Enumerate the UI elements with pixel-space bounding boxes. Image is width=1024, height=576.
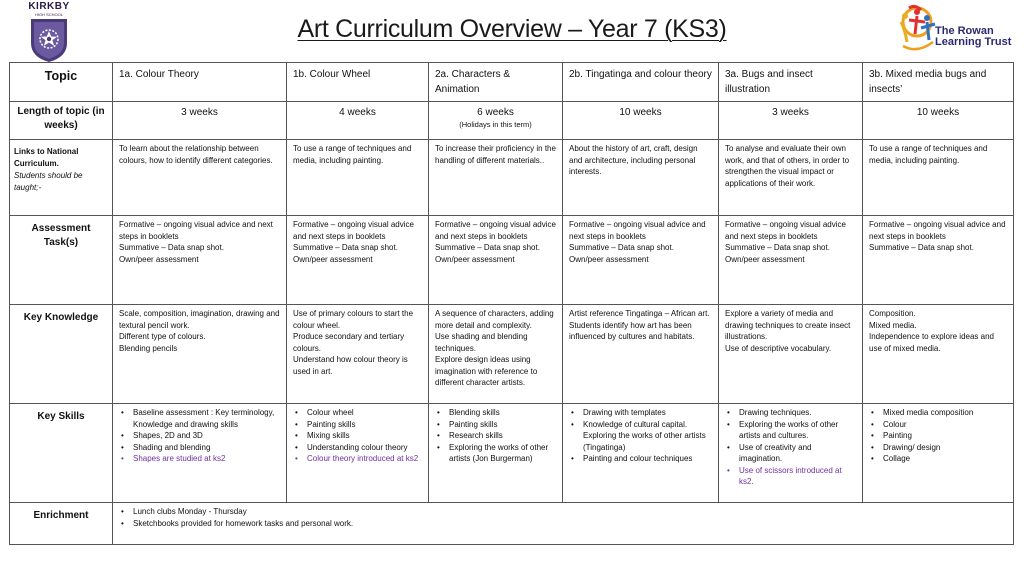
- weeks-cell: [429, 102, 563, 140]
- assessment-cell: Formative – ongoing visual advice and next steps in booklets Summative – Data snap shot. Own/peer assessment: [287, 216, 429, 305]
- weeks-cell: [719, 102, 863, 140]
- national-curriculum-cell: To use a range of techniques and media, including painting.: [863, 140, 1014, 216]
- key-knowledge-cell: Use of primary colours to start the colour wheel. Produce secondary and tertiary colours. Understand how colour theory is used in art.: [287, 305, 429, 404]
- key-skills-list: [119, 407, 280, 465]
- national-curriculum-label-italic: Students should be taught;-: [14, 171, 83, 192]
- key-knowledge-cell: Scale, composition, imagination, drawing and textural pencil work. Different type of colours. Blending pencils: [113, 305, 287, 404]
- key-skills-row-label: Key Skills: [10, 404, 113, 503]
- key-knowledge-cell: Artist reference Tingatinga – African art. Students identify how art has been influenced by cultures and habitats.: [563, 305, 719, 404]
- skill-item: • Understanding colour theory: [307, 442, 422, 454]
- topic-cell: 3a. Bugs and insect illustration: [719, 63, 863, 102]
- key-skills-cell: [563, 404, 719, 503]
- curriculum-table: [9, 62, 1014, 545]
- national-curriculum-row: [10, 140, 1014, 216]
- topic-cell: 2b. Tingatinga and colour theory: [563, 63, 719, 102]
- skill-item: • Colour wheel: [307, 407, 422, 419]
- enrichment-cell: [113, 503, 1014, 545]
- assessment-cell: Formative – ongoing visual advice and next steps in booklets Summative – Data snap shot.: [863, 216, 1014, 305]
- key-skills-cell: [719, 404, 863, 503]
- key-skills-row: [10, 404, 1014, 503]
- weeks-cell: [287, 102, 429, 140]
- key-skills-list: [569, 407, 712, 465]
- enrichment-item: • Lunch clubs Monday - Thursday: [133, 506, 1007, 518]
- weeks-cell: [563, 102, 719, 140]
- trust-logo-line1: The Rowan: [935, 25, 994, 37]
- skill-item: • Colour: [883, 419, 1007, 431]
- topic-cell: 1a. Colour Theory: [113, 63, 287, 102]
- page-title: Art Curriculum Overview – Year 7 (KS3): [297, 15, 727, 43]
- weeks-value: 3 weeks: [772, 107, 809, 118]
- weeks-value: 10 weeks: [916, 107, 960, 118]
- skill-item: • Shading and blending: [133, 442, 280, 454]
- skill-item: • Drawing/ design: [883, 442, 1007, 454]
- skill-item: • Use of scissors introduced at ks2.: [739, 465, 856, 488]
- skill-item: • Research skills: [449, 430, 556, 442]
- trust-logo: [895, 2, 1023, 58]
- assessment-cell: Formative – ongoing visual advice and next steps in booklets Summative – Data snap shot. Own/peer assessment: [429, 216, 563, 305]
- enrichment-item: • Sketchbooks provided for homework tasks and personal work.: [133, 518, 1007, 530]
- national-curriculum-cell: To analyse and evaluate their own work, and that of others, in order to strengthen the visual impact or applications of their work.: [719, 140, 863, 216]
- school-logo-subtitle: HIGH SCHOOL: [34, 12, 63, 17]
- skill-item: • Painting: [883, 430, 1007, 442]
- weeks-value: 3 weeks: [181, 107, 218, 118]
- skill-item: • Shapes are studied at ks2: [133, 453, 280, 465]
- national-curriculum-cell: About the history of art, craft, design and architecture, including personal interests.: [563, 140, 719, 216]
- skill-item: • Exploring the works of other artists and cultures.: [739, 419, 856, 442]
- trust-logo-figures-icon: [895, 2, 939, 56]
- page-header: [0, 0, 1024, 62]
- skill-item: • Mixing skills: [307, 430, 422, 442]
- key-skills-cell: [113, 404, 287, 503]
- skill-item: • Painting and colour techniques: [583, 453, 712, 465]
- skill-item: • Shapes, 2D and 3D: [133, 430, 280, 442]
- trust-logo-line2: Learning Trust: [935, 36, 1012, 48]
- skill-item: • Painting skills: [449, 419, 556, 431]
- skill-item: • Baseline assessment : Key terminology, Knowledge and drawing skills: [133, 407, 280, 430]
- key-knowledge-cell: A sequence of characters, adding more detail and complexity. Use shading and blending techniques. Explore design ideas using imagination with reference to different character artists.: [429, 305, 563, 404]
- national-curriculum-cell: To learn about the relationship between colours, how to identify different categories.: [113, 140, 287, 216]
- school-logo-name: KIRKBY: [28, 1, 70, 12]
- assessment-cell: Formative – ongoing visual advice and next steps in booklets Summative – Data snap shot. Own/peer assessment: [719, 216, 863, 305]
- skill-item: • Drawing with templates: [583, 407, 712, 419]
- skill-item: • Collage: [883, 453, 1007, 465]
- enrichment-row-label: Enrichment: [10, 503, 113, 545]
- weeks-cell: [863, 102, 1014, 140]
- length-row-label: Length of topic (in weeks): [10, 102, 113, 140]
- national-curriculum-label-bold: Links to National Curriculum.: [14, 147, 79, 168]
- enrichment-row: [10, 503, 1014, 545]
- key-knowledge-row-label: Key Knowledge: [10, 305, 113, 404]
- assessment-cell: Formative – ongoing visual advice and next steps in booklets Summative – Data snap shot. Own/peer assessment: [113, 216, 287, 305]
- skill-item: • Colour theory introduced at ks2: [307, 453, 422, 465]
- skill-item: • Exploring the works of other artists (Jon Burgerman): [449, 442, 556, 465]
- skill-item: • Painting skills: [307, 419, 422, 431]
- weeks-value: 10 weeks: [619, 107, 662, 118]
- skill-item: • Mixed media composition: [883, 407, 1007, 419]
- key-skills-list: [869, 407, 1007, 465]
- assessment-cell: Formative – ongoing visual advice and next steps in booklets Summative – Data snap shot. Own/peer assessment: [563, 216, 719, 305]
- skill-item: • Blending skills: [449, 407, 556, 419]
- weeks-cell: [113, 102, 287, 140]
- topic-row: [10, 63, 1014, 102]
- key-skills-cell: [863, 404, 1014, 503]
- assessment-row: [10, 216, 1014, 305]
- key-skills-list: [435, 407, 556, 465]
- weeks-value: 6 weeks: [477, 107, 514, 118]
- topic-row-label: Topic: [10, 63, 113, 102]
- key-knowledge-cell: Explore a variety of media and drawing techniques to create insect illustrations. Use of descriptive vocabulary.: [719, 305, 863, 404]
- length-row: [10, 102, 1014, 140]
- weeks-note: (Holidays in this term): [459, 120, 532, 129]
- national-curriculum-label: [10, 140, 113, 216]
- key-knowledge-cell: Composition. Mixed media. Independence to explore ideas and use of mixed media.: [863, 305, 1014, 404]
- assessment-row-label: Assessment Task(s): [10, 216, 113, 305]
- key-skills-cell: [287, 404, 429, 503]
- topic-cell: 1b. Colour Wheel: [287, 63, 429, 102]
- key-skills-cell: [429, 404, 563, 503]
- key-skills-list: [725, 407, 856, 488]
- skill-item: • Knowledge of cultural capital. Exploring the works of other artists (Tingatinga): [583, 419, 712, 454]
- topic-cell: 3b. Mixed media bugs and insects’: [863, 63, 1014, 102]
- national-curriculum-cell: To increase their proficiency in the handling of different materials..: [429, 140, 563, 216]
- weeks-value: 4 weeks: [339, 107, 376, 118]
- national-curriculum-cell: To use a range of techniques and media, including painting.: [287, 140, 429, 216]
- trust-logo-text: [935, 26, 1011, 48]
- topic-cell: 2a. Characters & Animation: [429, 63, 563, 102]
- skill-item: • Use of creativity and imagination.: [739, 442, 856, 465]
- key-knowledge-row: [10, 305, 1014, 404]
- key-skills-list: [293, 407, 422, 465]
- enrichment-list: [119, 506, 1007, 529]
- skill-item: • Drawing techniques.: [739, 407, 856, 419]
